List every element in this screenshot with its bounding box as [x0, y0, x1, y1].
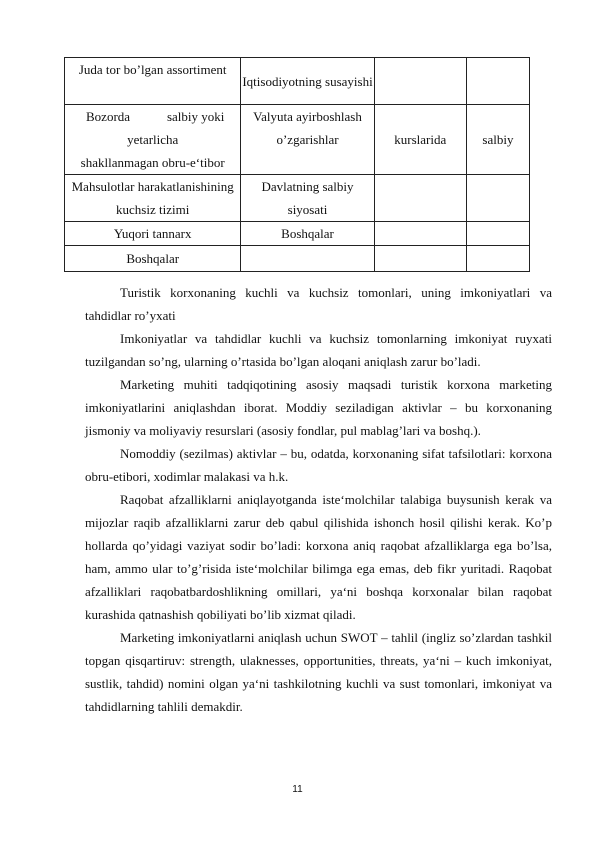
paragraph: Marketing muhiti tadqiqotining asosiy maqsadi turistik korxona marketing imkoniyatlarini aniqlashdan iborat. Moddiy seziladigan aktivlar – bu korxonaning jismoniy va moliyaviy resurslari (asosiy fondlar, pul mablag’lari va boshq.). — [85, 377, 552, 438]
table-cell: Mahsulotlar harakatlanishining kuchsiz tizimi — [65, 175, 241, 222]
table-cell — [466, 175, 529, 222]
paragraph: Imkoniyatlar va tahdidlar kuchli va kuchsiz tomonlarning imkoniyat ruyxati tuzilgandan so’ng, ularning o’rtasida bo’lgan aloqani aniqlash zarur bo’ladi. — [85, 331, 552, 369]
table-cell — [65, 105, 241, 175]
table-cell: kurslarida — [374, 105, 466, 175]
table-cell: Iqtisodiyotning susayishi — [241, 58, 374, 105]
table-cell: Juda tor bo’lgan assortiment — [65, 58, 241, 105]
table-row — [65, 175, 530, 222]
table-cell — [374, 246, 466, 272]
paragraph: Turistik korxonaning kuchli va kuchsiz tomonlari, uning imkoniyatlari va tahdidlar ro’yxati — [85, 285, 552, 323]
cell-text: salbiy yoki — [166, 109, 225, 124]
paragraph: Raqobat afzalliklarni aniqlayotganda iste‘molchilar talabiga buysunish kerak va mijozlar raqib afzalliklarni zarur deb qabul qilishida ishonch hosil qilishi kerak. Ko’p hollarda qo’yidagi vaziyat sodir bo’ladi: korxona aniq raqobat afzalliklarga ega bo’lsa, ham, ammo ular to’g’risida iste‘molchilar bilimga ega emas, deb fikr yuritadi. Raqobat afzalliklari raqobatbardoshlikning omillari, ya‘ni boshqa korxonalar bilan raqobat kurashida qatnashish qobiliyati bo’lib xizmat qiladi. — [85, 492, 552, 622]
table-cell — [241, 246, 374, 272]
table-cell: Boshqalar — [241, 222, 374, 246]
table-cell — [466, 246, 529, 272]
table-row — [65, 246, 530, 272]
paragraph: Nomoddiy (sezilmas) aktivlar – bu, odatda, korxonaning sifat tafsilotlari: korxona obru-etibori, xodimlar malakasi va h.k. — [85, 446, 552, 484]
table-row — [65, 105, 530, 175]
table-cell: Yuqori tannarx — [65, 222, 241, 246]
table-cell — [466, 222, 529, 246]
page-number: 11 — [292, 784, 303, 795]
table-cell: Davlatning salbiy siyosati — [241, 175, 374, 222]
table-cell: Valyuta ayirboshlash o’zgarishlar — [241, 105, 374, 175]
table-row — [65, 222, 530, 246]
table-row — [65, 58, 530, 105]
body-text — [85, 281, 552, 718]
table-cell: salbiy — [466, 105, 529, 175]
table-cell — [374, 58, 466, 105]
table-cell — [374, 175, 466, 222]
table-cell — [466, 58, 529, 105]
paragraph: Marketing imkoniyatlarni aniqlash uchun SWOT – tahlil (ingliz so’zlardan tashkil topgan qisqartiruv: strength, ulaknesses, opportunities, threats, ya‘ni – kuch imkoniyat, sustlik, tahdid) nomini olgan ya‘ni tashkilotning kuchli va sust tomonlari, imkoniyat va tahdidlarning tahlili demakdir. — [85, 630, 552, 714]
table-cell — [374, 222, 466, 246]
cell-line — [65, 105, 240, 128]
swot-weakness-threat-table — [64, 57, 530, 272]
cell-line: shakllanmagan obru-e‘tibor — [80, 155, 225, 170]
table-cell: Boshqalar — [65, 246, 241, 272]
cell-line: yetarlicha — [127, 132, 179, 147]
cell-text: Bozorda — [86, 109, 131, 124]
